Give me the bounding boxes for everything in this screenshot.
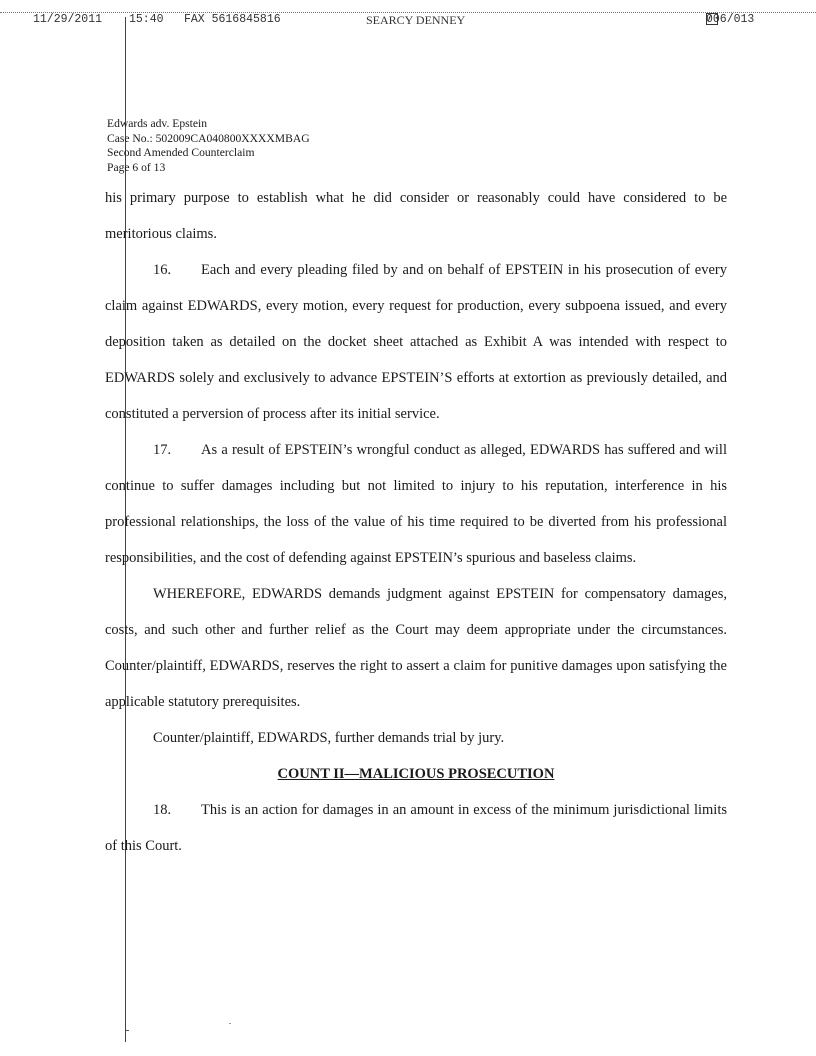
paragraph-17 [105, 432, 727, 576]
fax-number: FAX 5616845816 [184, 13, 281, 26]
paragraph-16 [105, 252, 727, 432]
wherefore-clause: WHEREFORE, EDWARDS demands judgment against EPSTEIN for compensatory damages, costs, and such other and further relief as the Court may deem appropriate under the circumstances. Counter/plaintiff, EDWARDS, reserves the right to assert a claim for punitive damages upon satisfying the applicable statutory prerequisites. [105, 586, 727, 710]
continued-paragraph: his primary purpose to establish what he did consider or reasonably could have considered to be meritorious claims. [105, 190, 727, 242]
jury-demand: Counter/plaintiff, EDWARDS, further demands trial by jury. [153, 730, 505, 746]
scan-margin-tick [126, 1030, 129, 1031]
fax-time: 15:40 [129, 13, 164, 26]
case-name: Edwards adv. Epstein [107, 117, 208, 130]
case-number: Case No.: 502009CA040800XXXXMBAG [107, 131, 310, 145]
paragraph-18-number: 18. [153, 802, 172, 818]
fax-date: 11/29/2011 [33, 13, 103, 26]
paragraph-16-text: Each and every pleading filed by and on behalf of EPSTEIN in his prosecution of every claim against EDWARDS, every motion, every request for production, every subpoena issued, and every deposition taken as detailed on the docket sheet attached as Exhibit A was intended with respect to EDWARDS solely and exclusively to advance EPSTEIN’S efforts at extortion as previously detailed, and constituted a perversion of process after its initial service. [105, 262, 727, 422]
paragraph-18-text: This is an action for damages in an amount in excess of the minimum jurisdictional limits of this Court. [105, 802, 727, 854]
fax-sender: SEARCY DENNEY [366, 13, 466, 27]
paragraph-17-text: As a result of EPSTEIN’s wrongful conduct as alleged, EDWARDS has suffered and will continue to suffer damages including but not limited to injury to his reputation, interference in his professional relationships, the loss of the value of his time required to be diverted from his professional responsibilities, and the cost of defending against EPSTEIN’s spurious and baseless claims. [105, 442, 727, 566]
case-caption [107, 117, 310, 175]
paragraph-17-number: 17. [153, 442, 172, 458]
paragraph-18 [105, 792, 727, 864]
scan-speck [229, 1023, 231, 1024]
page-label: Page 6 of 13 [107, 160, 166, 174]
fax-header [0, 13, 816, 29]
paragraph-16-number: 16. [153, 262, 172, 278]
document-title: Second Amended Counterclaim [107, 146, 255, 159]
document-body [105, 180, 727, 864]
count-heading: COUNT II—MALICIOUS PROSECUTION [277, 766, 555, 782]
fax-page-number: 006/013 [706, 13, 755, 26]
